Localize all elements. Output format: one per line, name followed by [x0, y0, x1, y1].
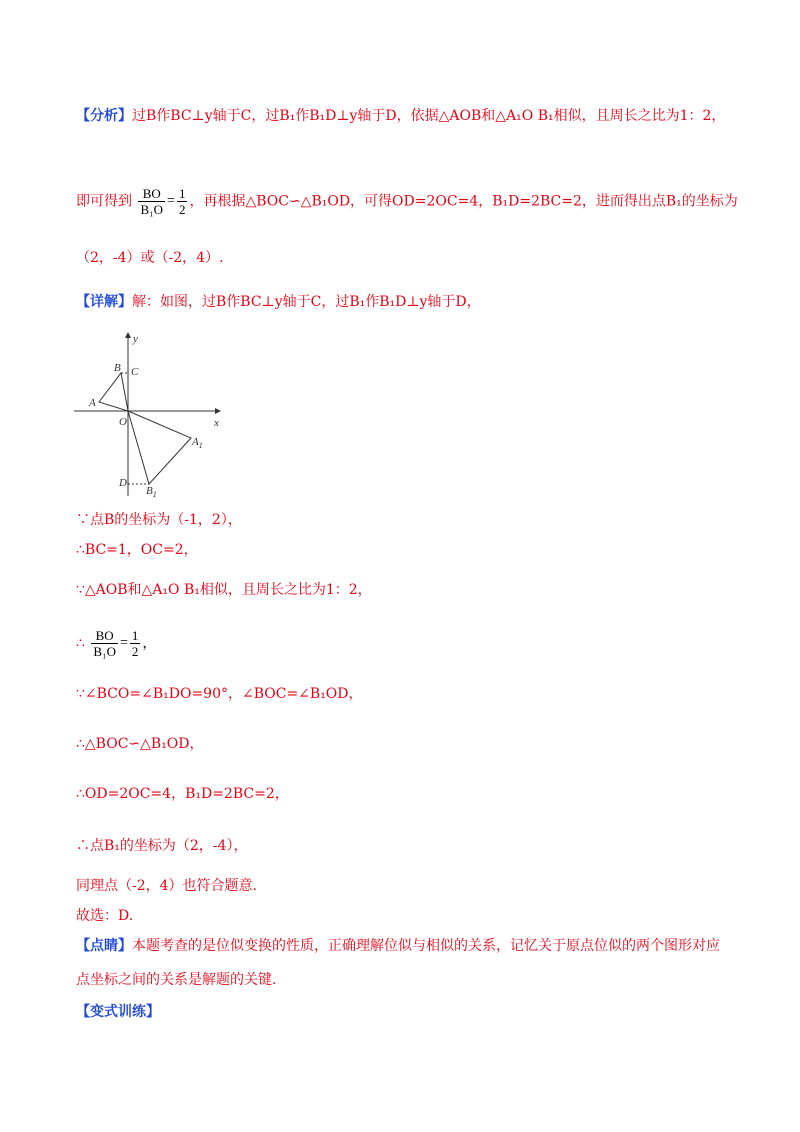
comment-tag: 【点睛】	[76, 938, 132, 954]
analysis-text-1: 过B作BC⊥y轴于C，过B₁作B₁D⊥y轴于D，依据△AOB和△A₁O B₁相似，且周长之比为1：2，	[132, 108, 726, 124]
detail-tag: 【详解】	[76, 294, 132, 310]
point-a-label: A	[89, 397, 96, 409]
step-8: ∴点B₁的坐标为（2，-4），	[76, 838, 248, 854]
step-equals-sign: =	[119, 635, 128, 651]
y-axis-label: y	[133, 333, 138, 345]
point-b1-label: $B_1$	[146, 485, 157, 498]
step-9: 同理点（-2，4）也符合题意.	[76, 878, 257, 894]
step-frac-rhs-num: 1	[131, 628, 139, 643]
fraction-one-half	[177, 186, 188, 217]
step-frac-den: B₁O	[93, 644, 116, 659]
step-10: 故选：D.	[76, 908, 134, 924]
frac-rhs-den: 2	[178, 202, 186, 217]
point-a1-label: $A_1$	[192, 436, 203, 450]
step-frac-num: BO	[91, 628, 118, 644]
triangle-aob	[99, 373, 128, 411]
step-5: ∵∠BCO=∠B₁DO=90°，∠BOC=∠B₁OD，	[76, 686, 363, 702]
triangle-a1ob1	[128, 411, 191, 484]
point-b-label: B	[114, 362, 121, 374]
analysis-tag: 【分析】	[76, 108, 132, 124]
step-fraction-one-half	[130, 628, 141, 659]
analysis-line-2	[76, 186, 738, 217]
step-1: ∵点B的坐标为（-1，2），	[76, 512, 242, 528]
detail-line-1	[76, 292, 481, 312]
detail-text-1: 解：如图，过B作BC⊥y轴于C，过B₁作B₁D⊥y轴于D，	[132, 294, 481, 310]
point-d-label: D	[119, 477, 127, 489]
analysis-suffix: ，再根据△BOC∽△B₁OD，可得OD=2OC=4，B₁D=2BC=2，进而得出点B₁的坐标为	[189, 193, 738, 210]
analysis-line-3: （2，-4）或（-2，4）.	[76, 250, 224, 266]
origin-label: O	[119, 416, 127, 428]
frac-rhs-num: 1	[178, 186, 186, 201]
analysis-line-1	[76, 106, 725, 126]
step-7: ∴OD=2OC=4，B₁D=2BC=2，	[76, 786, 289, 802]
comment-line-2: 点坐标之间的关系是解题的关键.	[76, 972, 277, 988]
step-4-therefore: ∴	[76, 635, 85, 652]
frac-num: BO	[138, 186, 165, 202]
frac-den: B₁O	[140, 202, 164, 217]
step-6: ∴△BOC∽△B₁OD，	[76, 736, 204, 752]
step-2: ∴BC=1，OC=2，	[76, 542, 198, 558]
equals-sign: =	[167, 193, 175, 209]
analysis-prefix: 即可得到	[76, 193, 132, 210]
comment-line-1	[76, 936, 720, 956]
step-frac-rhs-den: 2	[131, 644, 139, 659]
comment-text-1: 本题考查的是位似变换的性质，正确理解位似与相似的关系，记忆关于原点位似的两个图形对应	[132, 938, 720, 954]
point-c-label: C	[131, 366, 139, 378]
fraction-bo-b1o	[138, 186, 165, 217]
coordinate-figure	[70, 328, 240, 498]
x-axis-label: x	[214, 417, 219, 429]
step-4: ∴ $\frac{BO}{\text{B₁O}}$ = $\frac{1}{2}$ ，	[76, 628, 157, 659]
step-fraction-bo-b1o	[91, 628, 118, 659]
step-3: ∵△AOB和△A₁O B₁相似，且周长之比为1：2，	[76, 582, 372, 598]
training-heading: 【变式训练】	[76, 1004, 160, 1020]
